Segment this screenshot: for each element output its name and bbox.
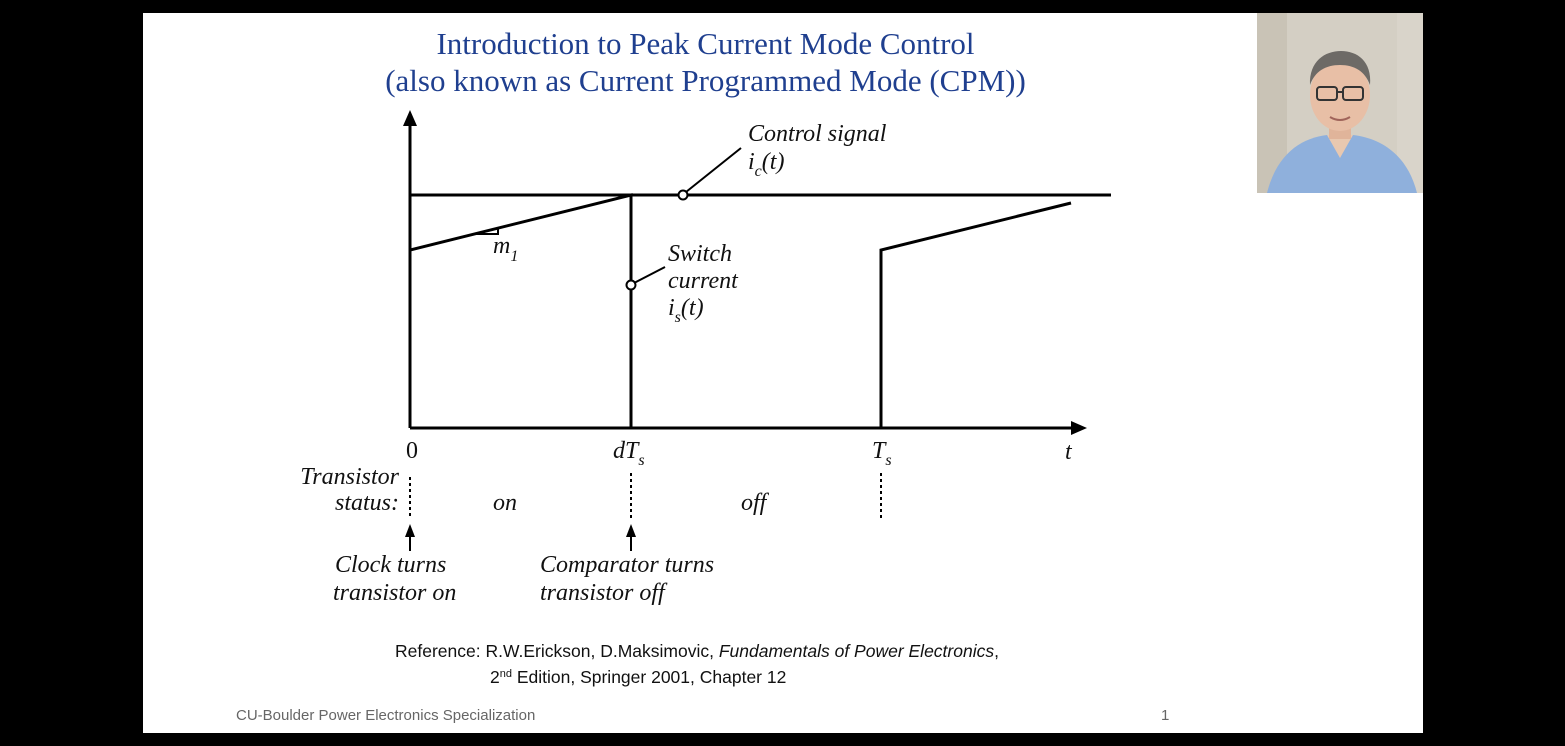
axis-label-dTs: $dT_s$ [613,438,645,469]
reference-prefix: Reference: R.W.Erickson, D.Maksimovic, [395,641,719,661]
reference-book-title: Fundamentals of Power Electronics [718,641,995,661]
page-number: 1 [1161,707,1170,724]
reference-edition-suffix: nd [499,668,512,680]
comparator-label-2: transistor off [540,580,665,606]
presenter-webcam-icon [1257,13,1423,193]
x-axis-arrow [1071,421,1087,435]
reference-citation [395,640,999,689]
comparator-label-1: Comparator turns [540,552,715,578]
transistor-status-label-2: status: [334,490,399,516]
cpm-waveform-diagram [143,13,1423,733]
switch-current-leader [634,267,665,283]
status-on-label: on [493,490,517,516]
axis-label-zero: 0 [406,438,418,464]
reference-edition-number: 2 [490,667,500,687]
switch-current-label-1: Switch [668,241,732,267]
reference-details: Edition, Springer 2001, Chapter 12 [511,667,787,687]
slide [143,13,1423,733]
clock-arrow-head [405,524,415,537]
axis-label-t: t [1065,439,1072,465]
control-signal-label: Control signal [748,121,887,147]
axis-label-Ts: $T_s$ [872,438,892,469]
transistor-status-label-1: Transistor [300,464,399,490]
control-signal-symbol: $i_c(t)$ [748,149,785,180]
switch-current-waveform [410,195,1071,428]
reference-line-2 [395,663,999,689]
reference-comma: , [994,641,999,661]
switch-current-label-2: current [668,268,738,294]
title-line-1: Introduction to Peak Current Mode Control [436,26,975,61]
slope-label: $m_1$ [493,233,519,265]
status-off-label: off [741,490,767,516]
comparator-arrow-head [626,524,636,537]
clock-label-1: Clock turns [335,552,447,578]
clock-label-2: transistor on [333,580,457,606]
control-signal-leader [686,148,741,192]
footer-course-name: CU-Boulder Power Electronics Specialization [236,707,536,724]
switch-current-symbol: $i_s(t)$ [668,295,704,326]
title-line-2: (also known as Current Programmed Mode (CPM)) [385,63,1026,98]
reference-line-1 [395,640,999,663]
y-axis-arrow [403,110,417,126]
